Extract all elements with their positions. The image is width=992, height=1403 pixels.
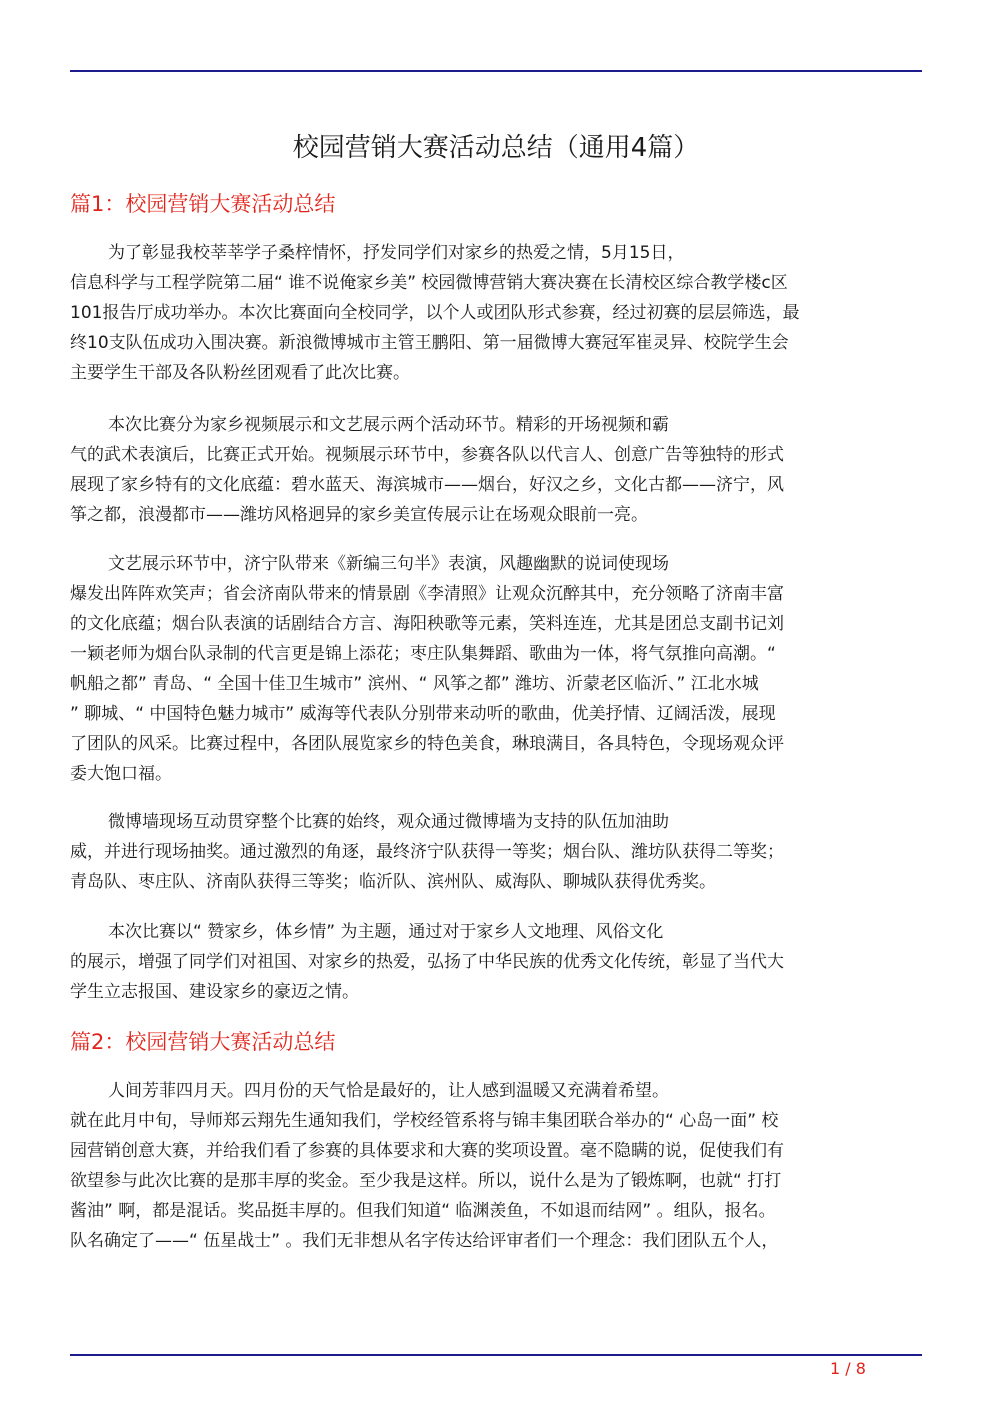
text-line: 文艺展示环节中，济宁队带来《新编三句半》表演，风趣幽默的说词使现场 bbox=[108, 554, 669, 574]
text-line: 本次比赛分为家乡视频展示和文艺展示两个活动环节。精彩的开场视频和霸 bbox=[108, 415, 669, 435]
text-line: 酱油” 啊，都是混话。奖品挺丰厚的。但我们知道“ 临渊羡鱼，不如退而结网” 。组队，报名。 bbox=[70, 1201, 776, 1221]
section-1-paragraph-2 bbox=[70, 410, 922, 530]
text-line: 气的武术表演后，比赛正式开始。视频展示环节中，参赛各队以代言人、创意广告等独特的形式 bbox=[70, 445, 784, 465]
text-line: 园营销创意大赛，并给我们看了参赛的具体要求和大赛的奖项设置。毫不隐瞒的说，促使我们有 bbox=[70, 1141, 784, 1161]
text-line: 威，并进行现场抽奖。通过激烈的角逐，最终济宁队获得一等奖；烟台队、潍坊队获得二等奖； bbox=[70, 842, 784, 862]
page-number: 1 / 8 bbox=[830, 1359, 866, 1378]
text-line: 本次比赛以“ 赞家乡，体乡情” 为主题，通过对于家乡人文地理、风俗文化 bbox=[108, 922, 664, 942]
text-line: 终10支队伍成功入围决赛。新浪微博城市主管王鹏阳、第一届微博大赛冠军崔灵异、校院学生会 bbox=[70, 333, 789, 353]
text-line: 青岛队、枣庄队、济南队获得三等奖；临沂队、滨州队、威海队、聊城队获得优秀奖。 bbox=[70, 872, 716, 892]
text-line: 展现了家乡特有的文化底蕴：碧水蓝天、海滨城市——烟台，好汉之乡，文化古都——济宁，风 bbox=[70, 475, 784, 495]
section-2-heading: 篇2：校园营销大赛活动总结 bbox=[70, 1030, 336, 1054]
text-line: 主要学生干部及各队粉丝团观看了此次比赛。 bbox=[70, 363, 410, 383]
text-line: 欲望参与此次比赛的是那丰厚的奖金。至少我是这样。所以，说什么是为了锻炼啊，也就“ 打打 bbox=[70, 1171, 782, 1191]
text-line: 就在此月中旬，导师郑云翔先生通知我们，学校经管系将与锦丰集团联合举办的“ 心岛一面” 校 bbox=[70, 1111, 779, 1131]
text-line: ” 聊城、“ 中国特色魅力城市” 威海等代表队分别带来动听的歌曲，优美抒情、辽阔活泼，展现 bbox=[70, 704, 776, 724]
section-1-paragraph-5 bbox=[70, 917, 922, 1007]
section-1-heading: 篇1：校园营销大赛活动总结 bbox=[70, 192, 336, 216]
section-1-paragraph-4 bbox=[70, 807, 922, 897]
text-line: 学生立志报国、建设家乡的豪迈之情。 bbox=[70, 982, 359, 1002]
text-line: 的展示，增强了同学们对祖国、对家乡的热爱，弘扬了中华民族的优秀文化传统，彰显了当代大 bbox=[70, 952, 784, 972]
text-line: 为了彰显我校莘莘学子桑梓情怀，抒发同学们对家乡的热爱之情，5月15日， bbox=[108, 243, 685, 263]
text-line: 帆船之都” 青岛、“ 全国十佳卫生城市” 滨州、“ 风筝之都” 潍坊、沂蒙老区临沂、” 江北水城 bbox=[70, 674, 759, 694]
text-line: 信息科学与工程学院第二届“ 谁不说俺家乡美” 校园微博营销大赛决赛在长清校区综合教学楼c区 bbox=[70, 273, 788, 293]
text-line: 101报告厅成功举办。本次比赛面向全校同学，以个人或团队形式参赛，经过初赛的层层筛选，最 bbox=[70, 303, 800, 323]
text-line: 爆发出阵阵欢笑声；省会济南队带来的情景剧《李清照》让观众沉醉其中，充分领略了济南丰富 bbox=[70, 584, 784, 604]
text-line: 队名确定了——“ 伍星战士” 。我们无非想从名字传达给评审者们一个理念：我们团队五个人， bbox=[70, 1231, 779, 1251]
text-line: 委大饱口福。 bbox=[70, 764, 172, 784]
section-1-paragraph-1 bbox=[70, 238, 922, 388]
header-rule bbox=[70, 70, 922, 72]
text-line: 了团队的风采。比赛过程中，各团队展览家乡的特色美食，琳琅满目，各具特色，令现场观众评 bbox=[70, 734, 784, 754]
text-line: 一颖老师为烟台队录制的代言更是锦上添花；枣庄队集舞蹈、歌曲为一体，将气氛推向高潮。“ bbox=[70, 644, 776, 664]
text-line: 筝之都，浪漫都市——潍坊风格迥异的家乡美宣传展示让在场观众眼前一亮。 bbox=[70, 505, 648, 525]
document-title: 校园营销大赛活动总结（通用4篇） bbox=[292, 133, 700, 163]
text-line: 微博墙现场互动贯穿整个比赛的始终，观众通过微博墙为支持的队伍加油助 bbox=[108, 812, 669, 832]
text-line: 人间芳菲四月天。四月份的天气恰是最好的，让人感到温暖又充满着希望。 bbox=[108, 1081, 669, 1101]
text-line: 的文化底蕴；烟台队表演的话剧结合方言、海阳秧歌等元素，笑料连连，尤其是团总支副书记刘 bbox=[70, 614, 784, 634]
section-2-paragraph-1 bbox=[70, 1076, 922, 1256]
footer-rule bbox=[70, 1354, 922, 1356]
section-1-paragraph-3 bbox=[70, 549, 922, 789]
